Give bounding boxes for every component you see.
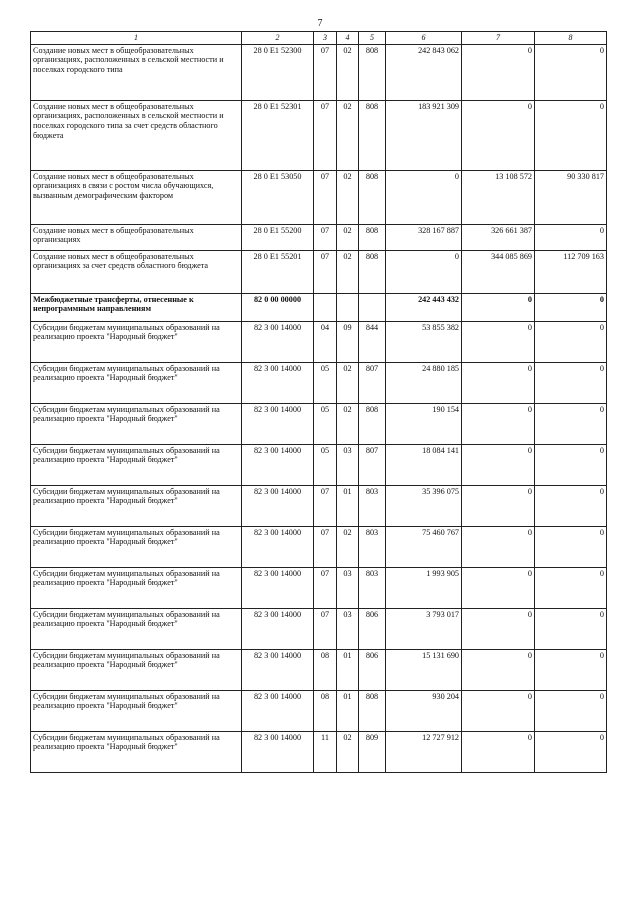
row-amount-2-cell: 0 bbox=[462, 567, 535, 608]
row-code-cell: 82 3 00 14000 bbox=[242, 731, 314, 772]
row-type-cell: 808 bbox=[359, 44, 386, 100]
row-amount-2-cell: 0 bbox=[462, 485, 535, 526]
row-section-cell: 07 bbox=[314, 567, 337, 608]
row-subsection-cell: 01 bbox=[337, 649, 359, 690]
row-amount-1-cell: 35 396 075 bbox=[386, 485, 462, 526]
row-type-cell: 808 bbox=[359, 690, 386, 731]
row-subsection-cell bbox=[337, 293, 359, 321]
row-code-cell: 28 0 Е1 55200 bbox=[242, 224, 314, 250]
row-name-cell: Субсидии бюджетам муниципальных образований на реализацию проекта "Народный бюджет" bbox=[31, 567, 242, 608]
table-row bbox=[31, 100, 607, 170]
row-code-cell: 82 3 00 14000 bbox=[242, 485, 314, 526]
row-type-cell: 803 bbox=[359, 567, 386, 608]
row-code-cell: 82 3 00 14000 bbox=[242, 567, 314, 608]
table-row bbox=[31, 224, 607, 250]
table-row bbox=[31, 170, 607, 224]
row-name-cell: Субсидии бюджетам муниципальных образований на реализацию проекта "Народный бюджет" bbox=[31, 690, 242, 731]
row-amount-3-cell: 112 709 163 bbox=[535, 250, 607, 293]
row-name-cell: Создание новых мест в общеобразовательных организациях bbox=[31, 224, 242, 250]
row-section-cell: 05 bbox=[314, 403, 337, 444]
row-code-cell: 82 3 00 14000 bbox=[242, 362, 314, 403]
table-row bbox=[31, 485, 607, 526]
row-section-cell: 04 bbox=[314, 321, 337, 362]
row-section-cell: 08 bbox=[314, 690, 337, 731]
row-amount-2-cell: 0 bbox=[462, 526, 535, 567]
table-row bbox=[31, 44, 607, 100]
row-name-cell: Субсидии бюджетам муниципальных образований на реализацию проекта "Народный бюджет" bbox=[31, 526, 242, 567]
row-amount-3-cell: 0 bbox=[535, 567, 607, 608]
row-subsection-cell: 02 bbox=[337, 250, 359, 293]
row-subsection-cell: 03 bbox=[337, 567, 359, 608]
row-amount-2-cell: 0 bbox=[462, 649, 535, 690]
table-row bbox=[31, 250, 607, 293]
row-section-cell: 07 bbox=[314, 44, 337, 100]
row-type-cell: 803 bbox=[359, 526, 386, 567]
table-row bbox=[31, 293, 607, 321]
row-amount-3-cell: 0 bbox=[535, 224, 607, 250]
table-row bbox=[31, 567, 607, 608]
row-name-cell: Субсидии бюджетам муниципальных образований на реализацию проекта "Народный бюджет" bbox=[31, 403, 242, 444]
row-section-cell: 11 bbox=[314, 731, 337, 772]
row-amount-3-cell: 0 bbox=[535, 403, 607, 444]
header-cell: 1 bbox=[31, 32, 242, 45]
row-type-cell: 808 bbox=[359, 170, 386, 224]
row-subsection-cell: 03 bbox=[337, 608, 359, 649]
row-amount-3-cell: 0 bbox=[535, 731, 607, 772]
row-code-cell: 82 3 00 14000 bbox=[242, 403, 314, 444]
header-cell: 3 bbox=[314, 32, 337, 45]
row-subsection-cell: 01 bbox=[337, 690, 359, 731]
row-amount-2-cell: 344 085 869 bbox=[462, 250, 535, 293]
row-type-cell: 807 bbox=[359, 362, 386, 403]
row-section-cell: 08 bbox=[314, 649, 337, 690]
table-row bbox=[31, 526, 607, 567]
row-type-cell: 806 bbox=[359, 608, 386, 649]
row-name-cell: Субсидии бюджетам муниципальных образований на реализацию проекта "Народный бюджет" bbox=[31, 362, 242, 403]
row-subsection-cell: 02 bbox=[337, 224, 359, 250]
row-amount-3-cell: 90 330 817 bbox=[535, 170, 607, 224]
header-cell: 4 bbox=[337, 32, 359, 45]
row-subsection-cell: 02 bbox=[337, 526, 359, 567]
row-amount-2-cell: 0 bbox=[462, 403, 535, 444]
row-amount-1-cell: 0 bbox=[386, 170, 462, 224]
table-row bbox=[31, 649, 607, 690]
row-code-cell: 82 3 00 14000 bbox=[242, 690, 314, 731]
row-name-cell: Межбюджетные трансферты, отнесенные к непрограммным направлениям bbox=[31, 293, 242, 321]
row-name-cell: Создание новых мест в общеобразовательных организациях, расположенных в сельской местности и поселках городского типа bbox=[31, 44, 242, 100]
table-row bbox=[31, 608, 607, 649]
row-amount-2-cell: 0 bbox=[462, 44, 535, 100]
row-amount-2-cell: 0 bbox=[462, 608, 535, 649]
row-amount-1-cell: 18 084 141 bbox=[386, 444, 462, 485]
row-name-cell: Субсидии бюджетам муниципальных образований на реализацию проекта "Народный бюджет" bbox=[31, 731, 242, 772]
row-section-cell: 07 bbox=[314, 250, 337, 293]
row-subsection-cell: 02 bbox=[337, 731, 359, 772]
row-subsection-cell: 02 bbox=[337, 403, 359, 444]
row-section-cell: 07 bbox=[314, 170, 337, 224]
row-type-cell: 803 bbox=[359, 485, 386, 526]
row-amount-3-cell: 0 bbox=[535, 293, 607, 321]
row-type-cell: 807 bbox=[359, 444, 386, 485]
row-amount-2-cell: 0 bbox=[462, 321, 535, 362]
row-amount-2-cell: 0 bbox=[462, 731, 535, 772]
row-section-cell: 07 bbox=[314, 608, 337, 649]
row-amount-3-cell: 0 bbox=[535, 321, 607, 362]
row-amount-2-cell: 326 661 387 bbox=[462, 224, 535, 250]
row-amount-3-cell: 0 bbox=[535, 444, 607, 485]
row-section-cell: 07 bbox=[314, 224, 337, 250]
row-amount-1-cell: 75 460 767 bbox=[386, 526, 462, 567]
row-code-cell: 28 0 Е1 55201 bbox=[242, 250, 314, 293]
row-amount-2-cell: 0 bbox=[462, 100, 535, 170]
row-amount-3-cell: 0 bbox=[535, 44, 607, 100]
row-type-cell: 844 bbox=[359, 321, 386, 362]
row-subsection-cell: 02 bbox=[337, 44, 359, 100]
row-amount-3-cell: 0 bbox=[535, 362, 607, 403]
table-row bbox=[31, 321, 607, 362]
table-row bbox=[31, 690, 607, 731]
row-amount-2-cell: 0 bbox=[462, 690, 535, 731]
row-subsection-cell: 02 bbox=[337, 100, 359, 170]
row-name-cell: Субсидии бюджетам муниципальных образований на реализацию проекта "Народный бюджет" bbox=[31, 649, 242, 690]
row-amount-3-cell: 0 bbox=[535, 649, 607, 690]
table-row bbox=[31, 403, 607, 444]
row-amount-1-cell: 242 843 062 bbox=[386, 44, 462, 100]
row-name-cell: Субсидии бюджетам муниципальных образований на реализацию проекта "Народный бюджет" bbox=[31, 444, 242, 485]
row-section-cell: 07 bbox=[314, 485, 337, 526]
table-row bbox=[31, 444, 607, 485]
row-subsection-cell: 02 bbox=[337, 362, 359, 403]
row-code-cell: 28 0 Е1 52301 bbox=[242, 100, 314, 170]
row-amount-1-cell: 12 727 912 bbox=[386, 731, 462, 772]
row-amount-1-cell: 183 921 309 bbox=[386, 100, 462, 170]
row-name-cell: Создание новых мест в общеобразовательных организациях за счет средств областного бюджета bbox=[31, 250, 242, 293]
row-amount-2-cell: 0 bbox=[462, 444, 535, 485]
row-name-cell: Создание новых мест в общеобразовательных организациях, расположенных в сельской местности и поселках городского типа за счет средств областного бюджета bbox=[31, 100, 242, 170]
row-name-cell: Создание новых мест в общеобразовательных организациях в связи с ростом числа обучающихся, вызванным демографическим фактором bbox=[31, 170, 242, 224]
row-amount-3-cell: 0 bbox=[535, 100, 607, 170]
row-type-cell: 808 bbox=[359, 250, 386, 293]
header-cell: 2 bbox=[242, 32, 314, 45]
row-code-cell: 82 3 00 14000 bbox=[242, 444, 314, 485]
table-row bbox=[31, 731, 607, 772]
row-code-cell: 82 3 00 14000 bbox=[242, 526, 314, 567]
row-amount-1-cell: 3 793 017 bbox=[386, 608, 462, 649]
row-code-cell: 82 3 00 14000 bbox=[242, 649, 314, 690]
row-section-cell: 05 bbox=[314, 362, 337, 403]
row-section-cell: 05 bbox=[314, 444, 337, 485]
row-subsection-cell: 01 bbox=[337, 485, 359, 526]
row-section-cell: 07 bbox=[314, 526, 337, 567]
row-code-cell: 82 0 00 00000 bbox=[242, 293, 314, 321]
row-subsection-cell: 09 bbox=[337, 321, 359, 362]
row-type-cell: 806 bbox=[359, 649, 386, 690]
row-code-cell: 82 3 00 14000 bbox=[242, 608, 314, 649]
row-section-cell: 07 bbox=[314, 100, 337, 170]
row-amount-1-cell: 190 154 bbox=[386, 403, 462, 444]
row-amount-1-cell: 53 855 382 bbox=[386, 321, 462, 362]
row-amount-3-cell: 0 bbox=[535, 608, 607, 649]
row-amount-1-cell: 328 167 887 bbox=[386, 224, 462, 250]
row-amount-3-cell: 0 bbox=[535, 526, 607, 567]
header-cell: 7 bbox=[462, 32, 535, 45]
row-subsection-cell: 02 bbox=[337, 170, 359, 224]
row-amount-2-cell: 0 bbox=[462, 362, 535, 403]
row-name-cell: Субсидии бюджетам муниципальных образований на реализацию проекта "Народный бюджет" bbox=[31, 608, 242, 649]
row-section-cell bbox=[314, 293, 337, 321]
row-amount-1-cell: 15 131 690 bbox=[386, 649, 462, 690]
row-amount-3-cell: 0 bbox=[535, 690, 607, 731]
row-amount-1-cell: 0 bbox=[386, 250, 462, 293]
row-amount-1-cell: 24 880 185 bbox=[386, 362, 462, 403]
row-amount-1-cell: 242 443 432 bbox=[386, 293, 462, 321]
row-amount-3-cell: 0 bbox=[535, 485, 607, 526]
table-row bbox=[31, 362, 607, 403]
row-subsection-cell: 03 bbox=[337, 444, 359, 485]
header-row bbox=[31, 32, 607, 45]
row-name-cell: Субсидии бюджетам муниципальных образований на реализацию проекта "Народный бюджет" bbox=[31, 321, 242, 362]
row-code-cell: 28 0 Е1 53050 bbox=[242, 170, 314, 224]
header-cell: 5 bbox=[359, 32, 386, 45]
budget-table bbox=[30, 31, 607, 773]
header-cell: 8 bbox=[535, 32, 607, 45]
header-cell: 6 bbox=[386, 32, 462, 45]
row-code-cell: 82 3 00 14000 bbox=[242, 321, 314, 362]
row-code-cell: 28 0 Е1 52300 bbox=[242, 44, 314, 100]
row-type-cell: 808 bbox=[359, 100, 386, 170]
row-amount-2-cell: 13 108 572 bbox=[462, 170, 535, 224]
row-name-cell: Субсидии бюджетам муниципальных образований на реализацию проекта "Народный бюджет" bbox=[31, 485, 242, 526]
row-amount-2-cell: 0 bbox=[462, 293, 535, 321]
row-type-cell: 809 bbox=[359, 731, 386, 772]
row-type-cell bbox=[359, 293, 386, 321]
row-amount-1-cell: 1 993 905 bbox=[386, 567, 462, 608]
row-type-cell: 808 bbox=[359, 224, 386, 250]
row-amount-1-cell: 930 204 bbox=[386, 690, 462, 731]
row-type-cell: 808 bbox=[359, 403, 386, 444]
page-number: 7 bbox=[317, 18, 323, 29]
